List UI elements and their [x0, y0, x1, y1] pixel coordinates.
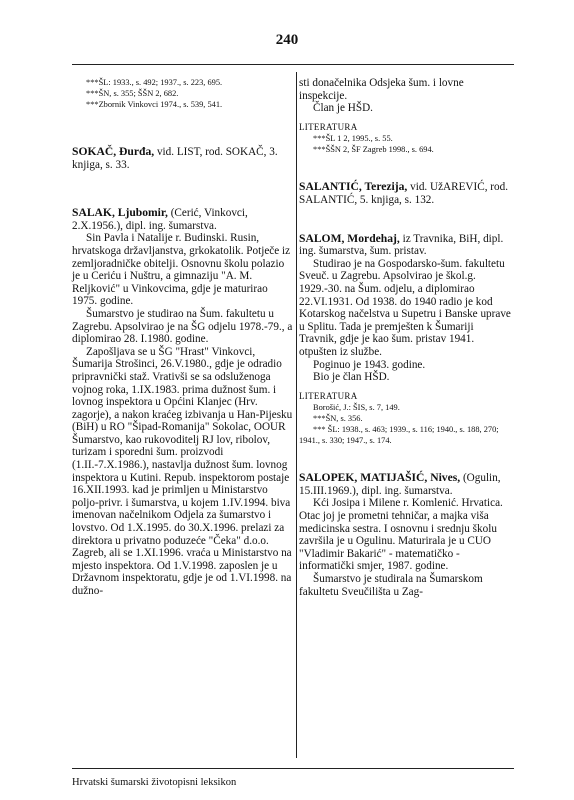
entry-salopek: [299, 472, 513, 598]
entry-headword: SOKAČ, Đurđa,: [72, 145, 155, 158]
entry-intro: iz Travnika, BiH, dipl. ing. šumarstva, šum. pristav.: [299, 232, 504, 258]
entry-paragraph: Studirao je na Gospodarsko-šum. fakultetu Sveuč. u Zagrebu. Apsolvirao je škol.g. 1929.-30. na Šum. odjelu, a diplomirao 22.VI.1931. Od 1938. do 1940 radio je kod Kotarskog načelstva u Supetru i Banske uprave u Splitu. Tada je premješten k Šumariji Travnik, gdje je kao šum. pristav 1941. otpušten iz službe.: [299, 257, 511, 358]
reference-line: ***ŠN, s. 355; ŠŠN 2, 682.: [86, 89, 179, 98]
entry-headword: SALOM, Mordehaj,: [299, 231, 400, 245]
entry-salantic: [299, 181, 513, 206]
entry-text: vid. LIST, rod. SOKAČ, 3. knjiga, s. 33.: [72, 146, 278, 171]
right-column: [299, 77, 513, 598]
entry-intro: (Cerić, Vinkovci, 2.X.1956.), dipl. ing. šumarstva.: [72, 207, 248, 232]
entry-paragraph: Kći Josipa i Milene r. Komlenić. Hrvatica. Otac joj je prometni tehničar, a majka viša medicinska sestra. I osnovnu i srednju školu završila je u Ogulinu. Maturirala je u CUO "Vladimir Bakarić" - matematičko - informatički smjer, 1987. godine.: [299, 497, 503, 573]
footer-rule: [72, 768, 514, 769]
literature-label: LITERATURA: [299, 390, 358, 401]
column-divider: [296, 72, 297, 758]
entry-paragraph: Bio je član HŠD.: [313, 371, 390, 384]
page-number: 240: [275, 32, 299, 48]
header-rule: [72, 64, 514, 65]
entry-text: vid. UžAREVIĆ, rod. SALANTIĆ, 5. knjiga, s. 132.: [299, 181, 509, 206]
entry-paragraph: Sin Pavla i Natalije r. Budinski. Rusin, hrvatskoga državljanstva, grkokatolik. Potječe iz zemljoradničke obitelji. Osnovnu školu polazio je u Ceriću i Nuštru, a gimnaziju "A. M. Reljković" u Vinkovcima, gdje je maturirao 1975. godine.: [72, 232, 291, 308]
entry-paragraph: Član je HŠD.: [313, 102, 373, 115]
entry-salom: [299, 233, 513, 384]
reference-line: Borošić, J.: ŠIS, s. 7, 149.: [313, 403, 400, 413]
left-column: [72, 77, 294, 598]
reference-line: ***ŠL 1 2, 1995., s. 55.: [313, 134, 393, 144]
reference-line: ***ŠL: 1933., s. 492; 1937., s. 223, 695.: [86, 78, 223, 87]
entry-paragraph: Zapošljava se u ŠG "Hrast" Vinkovci, Šumarija Strošinci, 26.V.1980., gdje je odradio pripravnički staž. Vrativši se sa odsluženoga vojnog roka, 1.IX.1983. prima dužnost šum. i lovnog inspektora u Općini Klanjec (Hrv. zagorje), a nakon kraćeg izbivanja u Han-Pijesku (BiH) u RO "Šipad-Romanija" Sokolac, OOUR Šumarstvo, kao rukovoditelj RJ lov, ribolov, turizam i sporedni šum. proizvodi (1.II.-7.X.1986.), nastavlja dužnost šum. lovnog inspektora u Kutini. Repub. inspektorom postaje 16.XII.1993. kad je primljen u Ministarstvo poljo-privr. i šumarstva, u kojem 1.IV.1994. biva imenovan načelnikom Odjela za šumarstvo i lovstvo. Od 1.X.1995. do 30.X.1996. prelazi za direktora u privatno poduzeće "Čeka" d.o.o. Zagreb, ali se 1.XI.1996. vraća u Ministarstvo na mjesto inspektora. Od 1.V.1998. zaposlen je u Državnom inspektoratu, gdje je od 1.VI.1998. na dužno-: [72, 345, 293, 597]
literature-label: LITERATURA: [299, 121, 358, 132]
reference-line: ***ŠŠN 2, ŠF Zagreb 1998., s. 694.: [313, 145, 434, 155]
entry-paragraph: Šumarstvo je studirala na Šumarskom fakultetu Sveučilišta u Zag-: [299, 573, 483, 598]
reference-line: *** ŠL: 1938., s. 463; 1939., s. 116; 1940., s. 188, 270; 1941., s. 330; 1947., s. 174.: [299, 425, 499, 446]
entry-sokac: [72, 146, 294, 171]
entry-paragraph: Šumarstvo je studirao na Šum. fakultetu u Zagrebu. Apsolvirao je na ŠG odjelu 1978.-79., a diplomirao 28. I.1980. godine.: [72, 307, 293, 346]
entry-intro: (Ogulin, 15.III.1969.), dipl. ing. šumarstva.: [299, 472, 501, 497]
entry-salak: [72, 207, 294, 597]
entry-paragraph: Poginuo je 1943. godine.: [313, 358, 426, 371]
entry-headword: SALANTIĆ, Terezija,: [299, 180, 408, 194]
reference-line: ***Zbornik Vinkovci 1974., s. 539, 541.: [86, 100, 223, 109]
entry-headword: SALOPEK, MATIJAŠIĆ, Nives,: [299, 471, 461, 485]
entry-continuation: sti donačelnika Odsjeka šum. i lovne inspekcije.: [299, 77, 464, 102]
footer-title: Hrvatski šumarski životopisni leksikon: [72, 777, 237, 788]
entry-headword: SALAK, Ljubomir,: [72, 206, 168, 220]
reference-line: ***ŠN, s. 356.: [313, 414, 363, 424]
